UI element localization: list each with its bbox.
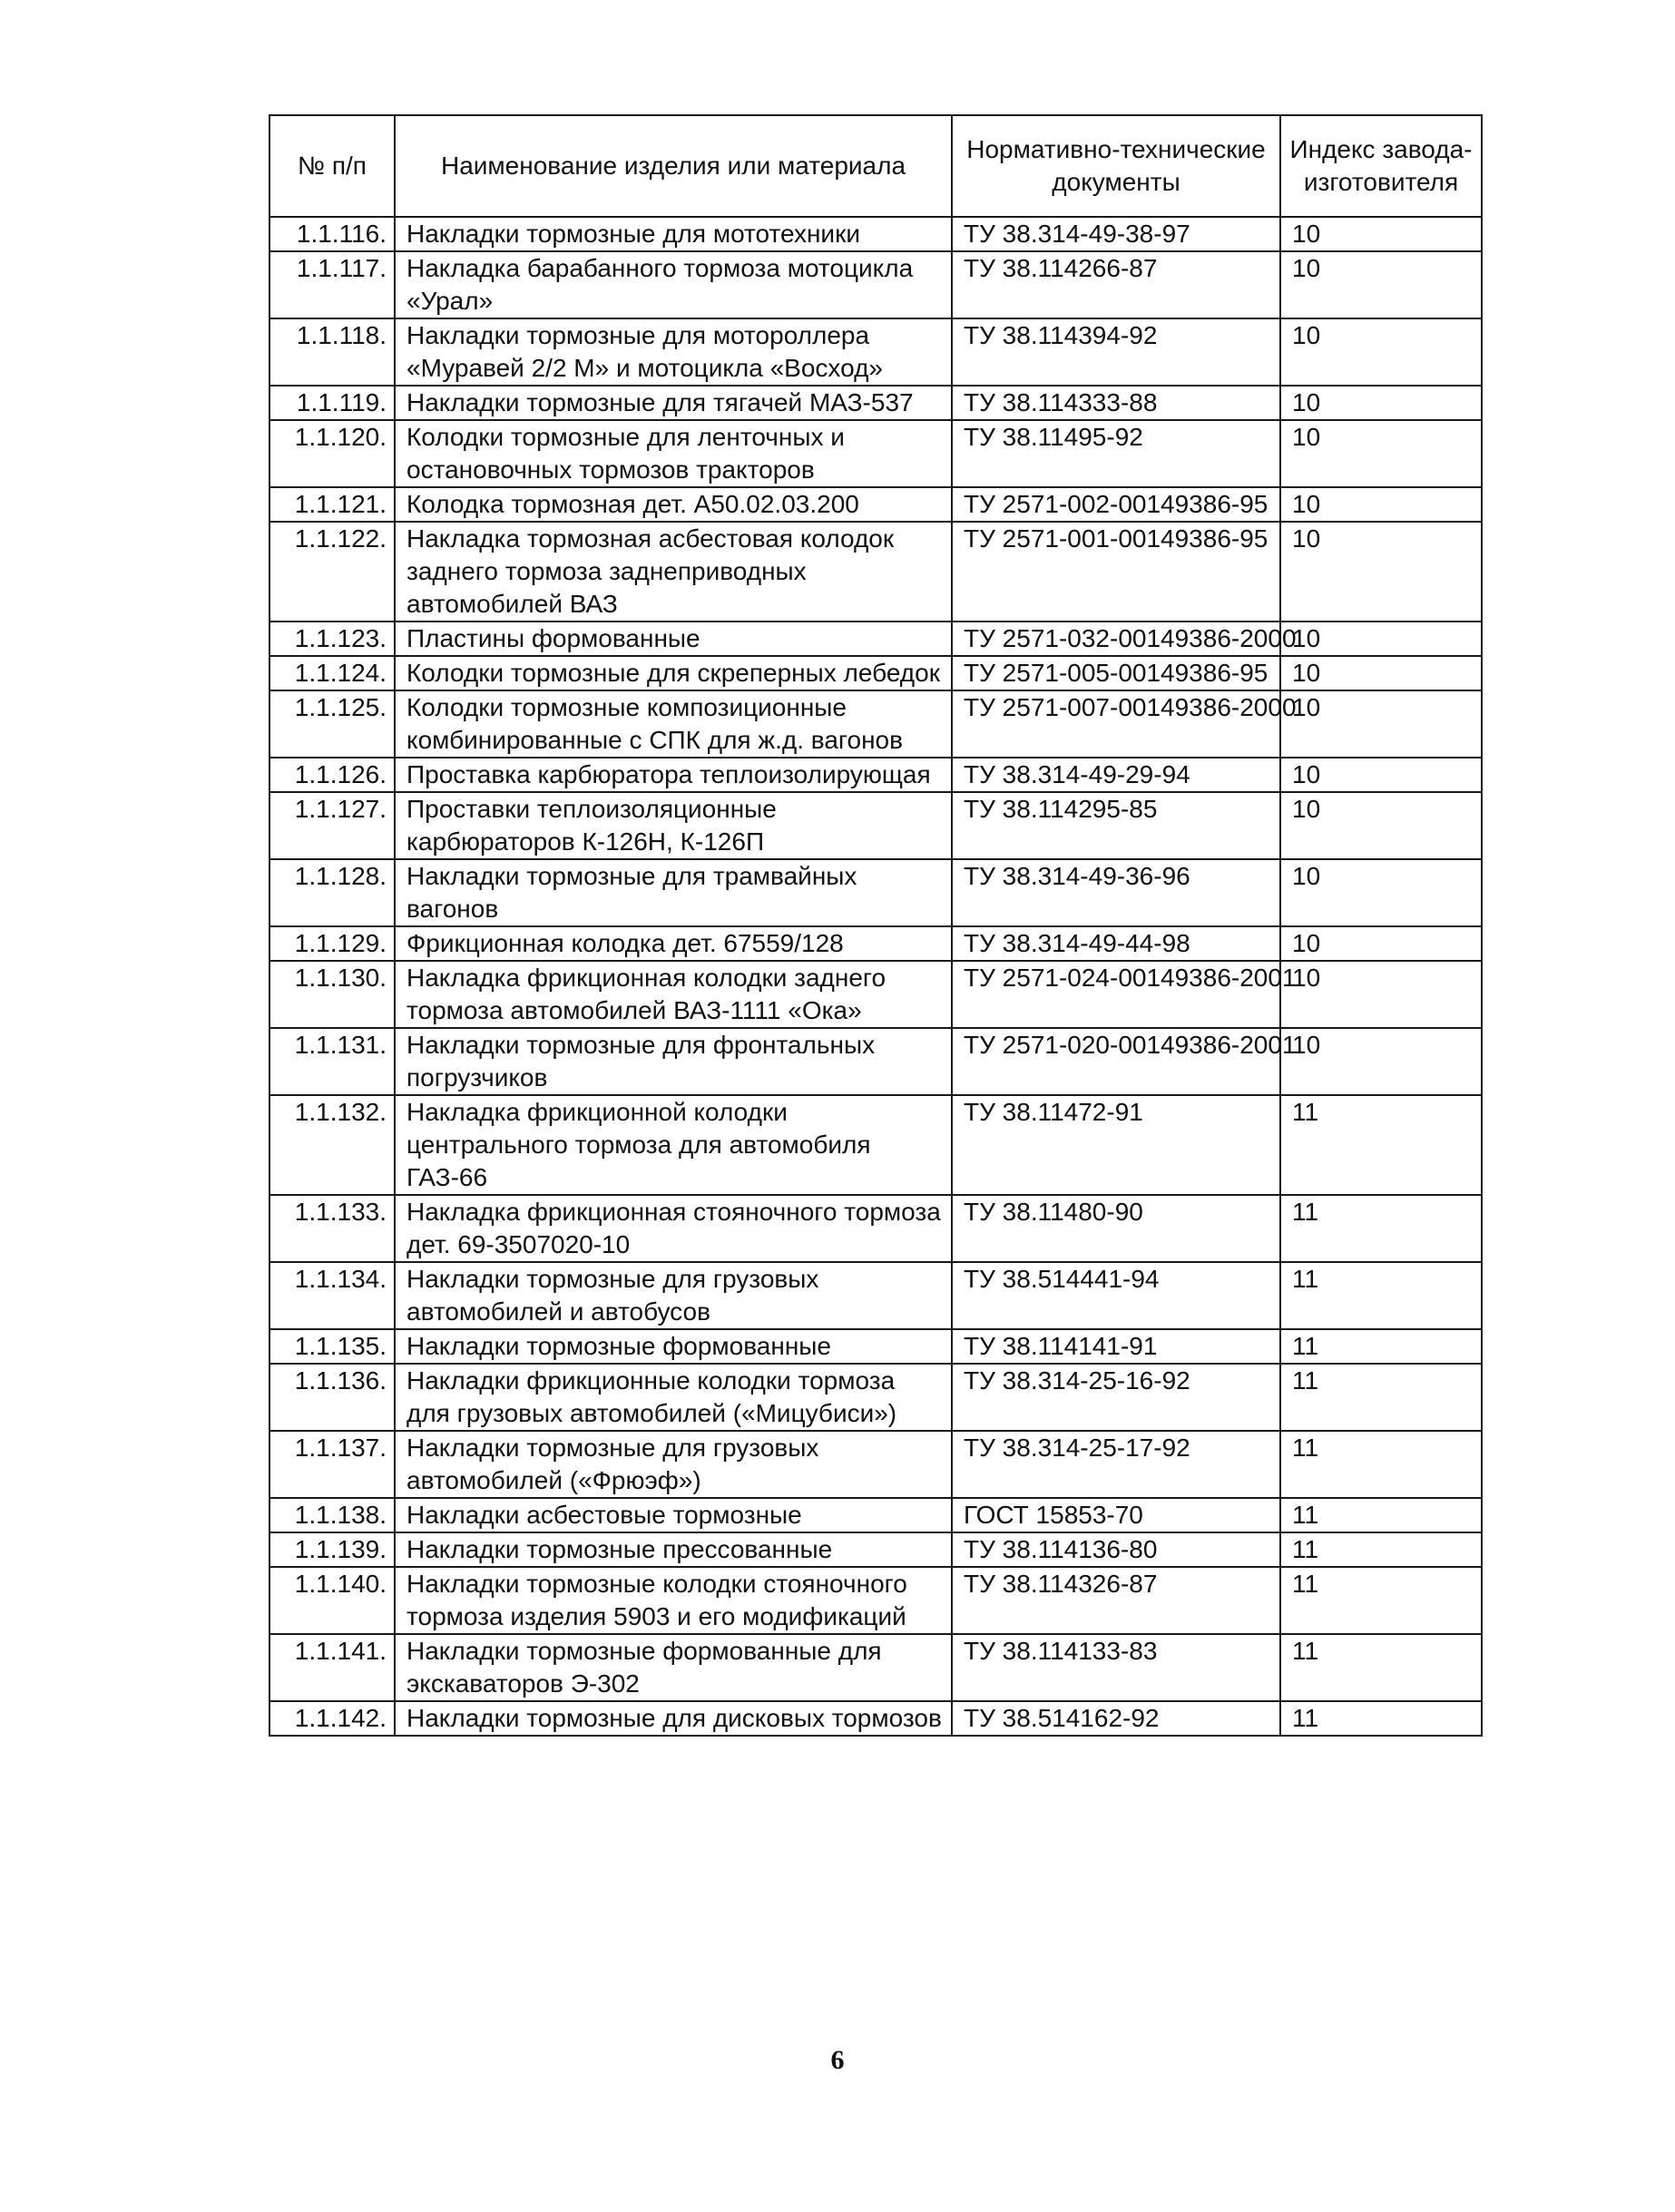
row-doc: ТУ 38.114394-92 <box>952 318 1280 386</box>
table-row <box>269 1634 1482 1701</box>
row-index: 10 <box>1280 859 1482 926</box>
row-num: 1.1.124. <box>269 656 395 690</box>
row-index: 10 <box>1280 656 1482 690</box>
row-name: Накладка фрикционная стояночного тормоза дет. 69-3507020-10 <box>395 1195 952 1262</box>
table-row <box>269 318 1482 386</box>
row-index: 10 <box>1280 758 1482 792</box>
header-doc: Нормативно-технические документы <box>952 115 1280 217</box>
table-row <box>269 1262 1482 1329</box>
row-name: Накладка барабанного тормоза мотоцикла «Урал» <box>395 251 952 318</box>
row-name: Колодки тормозные для ленточных и остановочных тормозов тракторов <box>395 420 952 487</box>
row-doc: ТУ 38.314-49-29-94 <box>952 758 1280 792</box>
table-row <box>269 859 1482 926</box>
row-doc: ТУ 38.114326-87 <box>952 1567 1280 1634</box>
row-doc: ТУ 38.11495-92 <box>952 420 1280 487</box>
row-doc: ТУ 38.114295-85 <box>952 792 1280 859</box>
row-index: 11 <box>1280 1095 1482 1195</box>
row-doc: ТУ 2571-002-00149386-95 <box>952 487 1280 522</box>
row-name: Накладки тормозные для грузовых автомобилей и автобусов <box>395 1262 952 1329</box>
header-num: № п/п <box>269 115 395 217</box>
row-num: 1.1.127. <box>269 792 395 859</box>
row-index: 10 <box>1280 522 1482 622</box>
row-index: 11 <box>1280 1195 1482 1262</box>
table-row <box>269 758 1482 792</box>
row-name: Накладки тормозные для фронтальных погрузчиков <box>395 1028 952 1095</box>
row-num: 1.1.130. <box>269 961 395 1028</box>
row-doc: ТУ 38.314-49-44-98 <box>952 926 1280 961</box>
row-num: 1.1.131. <box>269 1028 395 1095</box>
row-name: Колодки тормозные композиционные комбинированные с СПК для ж.д. вагонов <box>395 690 952 758</box>
row-num: 1.1.139. <box>269 1532 395 1567</box>
row-num: 1.1.134. <box>269 1262 395 1329</box>
row-name: Накладки тормозные формованные <box>395 1329 952 1364</box>
table-row <box>269 1567 1482 1634</box>
row-num: 1.1.120. <box>269 420 395 487</box>
table-row <box>269 690 1482 758</box>
table-row <box>269 420 1482 487</box>
row-index: 11 <box>1280 1498 1482 1532</box>
table-row <box>269 522 1482 622</box>
page-number: 6 <box>830 2045 845 2075</box>
table-row <box>269 1532 1482 1567</box>
products-table <box>269 114 1483 1737</box>
row-name: Накладка фрикционной колодки центрального тормоза для автомобиля ГАЗ-66 <box>395 1095 952 1195</box>
row-doc: ТУ 38.314-25-16-92 <box>952 1364 1280 1431</box>
row-num: 1.1.135. <box>269 1329 395 1364</box>
row-num: 1.1.119. <box>269 386 395 420</box>
row-index: 10 <box>1280 420 1482 487</box>
row-doc: ТУ 2571-007-00149386-2000 <box>952 690 1280 758</box>
row-num: 1.1.141. <box>269 1634 395 1701</box>
row-name: Накладки асбестовые тормозные <box>395 1498 952 1532</box>
row-name: Накладка тормозная асбестовая колодок заднего тормоза заднеприводных автомобилей ВАЗ <box>395 522 952 622</box>
row-num: 1.1.128. <box>269 859 395 926</box>
row-index: 10 <box>1280 622 1482 656</box>
row-doc: ТУ 38.314-25-17-92 <box>952 1431 1280 1498</box>
row-num: 1.1.117. <box>269 251 395 318</box>
table-row <box>269 1431 1482 1498</box>
row-index: 11 <box>1280 1262 1482 1329</box>
row-num: 1.1.126. <box>269 758 395 792</box>
row-index: 10 <box>1280 961 1482 1028</box>
table-row <box>269 961 1482 1028</box>
row-num: 1.1.133. <box>269 1195 395 1262</box>
row-name: Проставка карбюратора теплоизолирующая <box>395 758 952 792</box>
table-row <box>269 1364 1482 1431</box>
table-row <box>269 1701 1482 1736</box>
row-name: Фрикционная колодка дет. 67559/128 <box>395 926 952 961</box>
row-num: 1.1.136. <box>269 1364 395 1431</box>
row-index: 11 <box>1280 1532 1482 1567</box>
row-name: Колодка тормозная дет. А50.02.03.200 <box>395 487 952 522</box>
row-name: Накладка фрикционная колодки заднего тормоза автомобилей ВАЗ-1111 «Ока» <box>395 961 952 1028</box>
table-row <box>269 792 1482 859</box>
row-doc: ТУ 38.114266-87 <box>952 251 1280 318</box>
row-index: 11 <box>1280 1701 1482 1736</box>
table-row <box>269 1498 1482 1532</box>
row-name: Накладки тормозные для тягачей МАЗ-537 <box>395 386 952 420</box>
row-name: Накладки тормозные для трамвайных вагонов <box>395 859 952 926</box>
row-name: Накладки тормозные для грузовых автомобилей («Фрюэф») <box>395 1431 952 1498</box>
row-doc: ТУ 38.114133-83 <box>952 1634 1280 1701</box>
row-doc: ТУ 38.11472-91 <box>952 1095 1280 1195</box>
row-index: 11 <box>1280 1329 1482 1364</box>
table-row <box>269 1329 1482 1364</box>
row-name: Колодки тормозные для скреперных лебедок <box>395 656 952 690</box>
row-index: 10 <box>1280 690 1482 758</box>
table-row <box>269 622 1482 656</box>
row-index: 11 <box>1280 1634 1482 1701</box>
row-name: Накладки тормозные формованные для экскаваторов Э-302 <box>395 1634 952 1701</box>
header-name: Наименование изделия или материала <box>395 115 952 217</box>
row-index: 11 <box>1280 1567 1482 1634</box>
row-num: 1.1.123. <box>269 622 395 656</box>
row-index: 10 <box>1280 318 1482 386</box>
row-doc: ТУ 38.314-49-38-97 <box>952 217 1280 251</box>
row-num: 1.1.122. <box>269 522 395 622</box>
row-index: 10 <box>1280 487 1482 522</box>
row-name: Накладки фрикционные колодки тормоза для грузовых автомобилей («Мицубиси») <box>395 1364 952 1431</box>
row-doc: ТУ 38.514162-92 <box>952 1701 1280 1736</box>
table-row <box>269 386 1482 420</box>
table-row <box>269 1195 1482 1262</box>
table-row <box>269 251 1482 318</box>
table-body <box>269 217 1482 1736</box>
row-num: 1.1.129. <box>269 926 395 961</box>
row-doc: ТУ 2571-032-00149386-2000 <box>952 622 1280 656</box>
row-num: 1.1.132. <box>269 1095 395 1195</box>
row-doc: ТУ 38.114136-80 <box>952 1532 1280 1567</box>
row-name: Накладки тормозные прессованные <box>395 1532 952 1567</box>
table-header-row <box>269 115 1482 217</box>
row-name: Пластины формованные <box>395 622 952 656</box>
table-row <box>269 487 1482 522</box>
row-num: 1.1.138. <box>269 1498 395 1532</box>
row-index: 10 <box>1280 792 1482 859</box>
table-row <box>269 1028 1482 1095</box>
row-doc: ТУ 38.114141-91 <box>952 1329 1280 1364</box>
row-doc: ТУ 38.314-49-36-96 <box>952 859 1280 926</box>
row-num: 1.1.142. <box>269 1701 395 1736</box>
row-doc: ТУ 2571-001-00149386-95 <box>952 522 1280 622</box>
row-num: 1.1.140. <box>269 1567 395 1634</box>
row-index: 10 <box>1280 251 1482 318</box>
table-row <box>269 656 1482 690</box>
row-index: 11 <box>1280 1431 1482 1498</box>
row-doc: ТУ 2571-005-00149386-95 <box>952 656 1280 690</box>
row-doc: ТУ 38.11480-90 <box>952 1195 1280 1262</box>
row-doc: ТУ 38.114333-88 <box>952 386 1280 420</box>
row-index: 10 <box>1280 926 1482 961</box>
row-name: Накладки тормозные для дисковых тормозов <box>395 1701 952 1736</box>
row-index: 11 <box>1280 1364 1482 1431</box>
row-doc: ГОСТ 15853-70 <box>952 1498 1280 1532</box>
table-row <box>269 217 1482 251</box>
row-name: Накладки тормозные колодки стояночного тормоза изделия 5903 и его модификаций <box>395 1567 952 1634</box>
row-num: 1.1.125. <box>269 690 395 758</box>
row-num: 1.1.137. <box>269 1431 395 1498</box>
row-index: 10 <box>1280 1028 1482 1095</box>
row-num: 1.1.121. <box>269 487 395 522</box>
table-row <box>269 1095 1482 1195</box>
row-name: Накладки тормозные для мототехники <box>395 217 952 251</box>
row-name: Накладки тормозные для мотороллера «Муравей 2/2 М» и мотоцикла «Восход» <box>395 318 952 386</box>
row-doc: ТУ 2571-024-00149386-2001 <box>952 961 1280 1028</box>
row-doc: ТУ 2571-020-00149386-2001 <box>952 1028 1280 1095</box>
row-name: Проставки теплоизоляционные карбюраторов К-126Н, К-126П <box>395 792 952 859</box>
row-num: 1.1.118. <box>269 318 395 386</box>
row-num: 1.1.116. <box>269 217 395 251</box>
row-index: 10 <box>1280 386 1482 420</box>
table-row <box>269 926 1482 961</box>
header-index: Индекс завода-изготовителя <box>1280 115 1482 217</box>
row-index: 10 <box>1280 217 1482 251</box>
row-doc: ТУ 38.514441-94 <box>952 1262 1280 1329</box>
